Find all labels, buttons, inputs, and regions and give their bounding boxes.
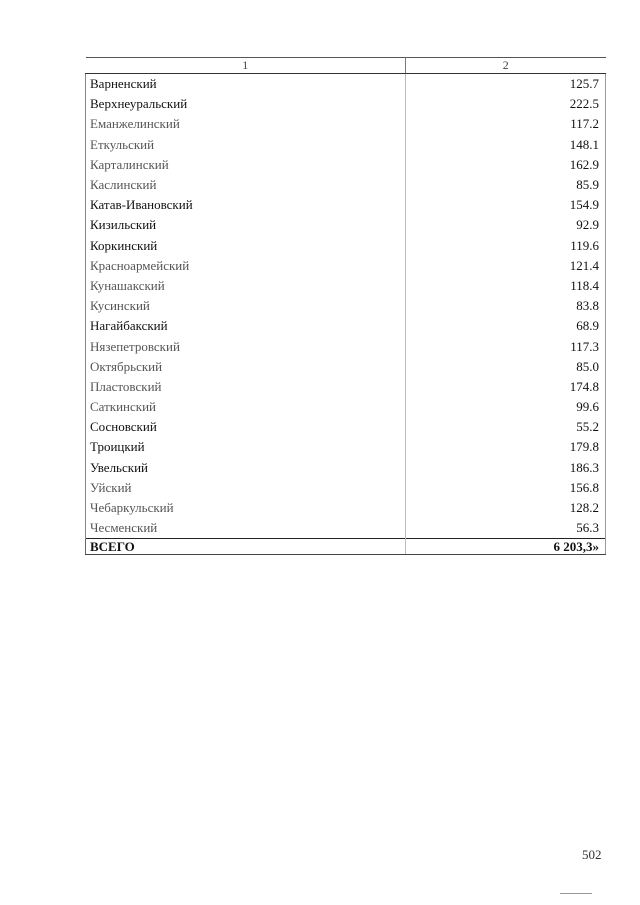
district-value-cell: 174.8 bbox=[406, 377, 606, 397]
district-name-cell: Пластовский bbox=[86, 377, 406, 397]
district-name-cell: Уйский bbox=[86, 478, 406, 498]
district-value-cell: 117.2 bbox=[406, 114, 606, 134]
page-number: 502 bbox=[582, 847, 602, 862]
table-row bbox=[86, 397, 606, 417]
district-name-cell: Нязепетровский bbox=[86, 336, 406, 356]
district-value-cell: 125.7 bbox=[406, 74, 606, 95]
district-name-cell: Варненский bbox=[86, 74, 406, 95]
table-row bbox=[86, 114, 606, 134]
total-label: ВСЕГО bbox=[86, 539, 406, 555]
table-header-row bbox=[86, 58, 606, 74]
table-row bbox=[86, 195, 606, 215]
corner-mark bbox=[560, 893, 592, 894]
column-header-1: 1 bbox=[86, 58, 406, 74]
district-value-cell: 83.8 bbox=[406, 296, 606, 316]
district-value-cell: 148.1 bbox=[406, 135, 606, 155]
district-table-container bbox=[85, 57, 605, 555]
district-name-cell: Еткульский bbox=[86, 135, 406, 155]
table-row bbox=[86, 357, 606, 377]
district-name-cell: Карталинский bbox=[86, 155, 406, 175]
district-name-cell: Верхнеуральский bbox=[86, 94, 406, 114]
district-value-cell: 179.8 bbox=[406, 437, 606, 457]
district-value-cell: 85.9 bbox=[406, 175, 606, 195]
table-row bbox=[86, 155, 606, 175]
table-row bbox=[86, 215, 606, 235]
district-value-cell: 121.4 bbox=[406, 256, 606, 276]
table-row bbox=[86, 377, 606, 397]
district-value-cell: 162.9 bbox=[406, 155, 606, 175]
district-value-cell: 117.3 bbox=[406, 336, 606, 356]
district-name-cell: Красноармейский bbox=[86, 256, 406, 276]
district-value-cell: 156.8 bbox=[406, 478, 606, 498]
table-row bbox=[86, 478, 606, 498]
total-value: 6 203,3» bbox=[406, 539, 606, 555]
district-name-cell: Октябрьский bbox=[86, 357, 406, 377]
district-value-cell: 128.2 bbox=[406, 498, 606, 518]
district-name-cell: Увельский bbox=[86, 458, 406, 478]
table-row bbox=[86, 74, 606, 95]
table-row bbox=[86, 518, 606, 539]
district-name-cell: Чесменский bbox=[86, 518, 406, 539]
district-value-cell: 118.4 bbox=[406, 276, 606, 296]
district-value-cell: 55.2 bbox=[406, 417, 606, 437]
district-value-cell: 85.0 bbox=[406, 357, 606, 377]
table-row bbox=[86, 94, 606, 114]
table-row bbox=[86, 135, 606, 155]
district-value-cell: 119.6 bbox=[406, 236, 606, 256]
district-value-cell: 92.9 bbox=[406, 215, 606, 235]
district-value-cell: 99.6 bbox=[406, 397, 606, 417]
total-row bbox=[86, 539, 606, 555]
table-row bbox=[86, 336, 606, 356]
table-row bbox=[86, 498, 606, 518]
district-table bbox=[85, 57, 606, 555]
column-header-2: 2 bbox=[406, 58, 606, 74]
district-value-cell: 68.9 bbox=[406, 316, 606, 336]
district-value-cell: 186.3 bbox=[406, 458, 606, 478]
district-name-cell: Чебаркульский bbox=[86, 498, 406, 518]
district-name-cell: Троицкий bbox=[86, 437, 406, 457]
district-name-cell: Саткинский bbox=[86, 397, 406, 417]
district-name-cell: Кизильский bbox=[86, 215, 406, 235]
district-name-cell: Кунашакский bbox=[86, 276, 406, 296]
table-row bbox=[86, 296, 606, 316]
district-name-cell: Катав-Ивановский bbox=[86, 195, 406, 215]
table-row bbox=[86, 316, 606, 336]
table-row bbox=[86, 256, 606, 276]
district-name-cell: Коркинский bbox=[86, 236, 406, 256]
district-value-cell: 56.3 bbox=[406, 518, 606, 539]
district-name-cell: Сосновский bbox=[86, 417, 406, 437]
district-name-cell: Нагайбакский bbox=[86, 316, 406, 336]
district-value-cell: 154.9 bbox=[406, 195, 606, 215]
table-row bbox=[86, 175, 606, 195]
table-row bbox=[86, 417, 606, 437]
table-row bbox=[86, 236, 606, 256]
table-row bbox=[86, 276, 606, 296]
table-row bbox=[86, 437, 606, 457]
district-name-cell: Кусинский bbox=[86, 296, 406, 316]
district-value-cell: 222.5 bbox=[406, 94, 606, 114]
table-row bbox=[86, 458, 606, 478]
district-name-cell: Еманжелинский bbox=[86, 114, 406, 134]
district-name-cell: Каслинский bbox=[86, 175, 406, 195]
